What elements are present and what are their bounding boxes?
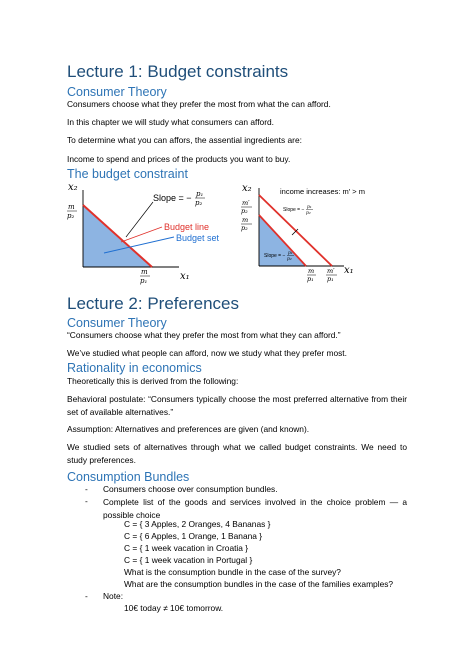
note-text: 10€ today ≠ 10€ tomorrow.: [124, 603, 224, 613]
x-intercept-denominator: p₁: [307, 275, 314, 283]
consumption-bundles-heading: Consumption Bundles: [67, 470, 190, 484]
bundle-set-4: C = { 1 week vacation in Portugal }: [124, 555, 253, 565]
upper-slope-denominator: p₂: [306, 211, 311, 216]
budget-constraint-figure: [64, 180, 240, 290]
lecture1-paragraph-3: To determine what you can affors, the assential ingredients are:: [67, 135, 302, 145]
lower-slope-label: Slope = −: [264, 253, 286, 259]
note-label: Note:: [103, 591, 124, 601]
lecture2-quote: “Consumers choose what they prefer the most from what they can afford.”: [67, 330, 341, 340]
budget-line-pointer: [121, 227, 162, 242]
lecture2-title: Lecture 2: Preferences: [67, 294, 239, 313]
budget-line-label: Budget line: [164, 222, 210, 232]
income-increase-figure: [238, 180, 368, 290]
y-intercept-numerator: m: [242, 216, 249, 224]
bundle-set-2: C = { 6 Apples, 1 Orange, 1 Banana }: [124, 531, 263, 541]
lower-slope-denominator: p₂: [287, 257, 292, 262]
assumption-paragraph: Assumption: Alternatives and preferences are given (and known).: [67, 424, 310, 434]
bullet-dash: -: [85, 591, 88, 601]
lecture2-paragraph-1: We’ve studied what people can afford, now we study what they prefer most.: [67, 348, 347, 358]
bullet-1: Consumers choose over consumption bundles.: [103, 484, 278, 494]
y-intercept-denominator: p₂: [67, 212, 75, 220]
slope-denominator: p₂: [195, 199, 203, 207]
y-intercept-new-denominator: p₂: [241, 207, 248, 215]
y-intercept-new-numerator: m′: [242, 199, 250, 207]
lecture1-paragraph-2: In this chapter we will study what consumers can afford.: [67, 117, 274, 127]
bullet-dash: -: [85, 484, 88, 494]
behavioral-postulate: Behavioral postulate: “Consumers typically choose the most preferred alternative from their set of available alternatives.”: [67, 394, 407, 417]
y-axis-label: x₂: [242, 183, 252, 194]
lecture1-subtitle: Consumer Theory: [67, 85, 167, 99]
x-intercept-denominator: p₁: [140, 277, 148, 285]
slope-label: Slope = −: [153, 193, 192, 203]
y-intercept-denominator: p₂: [241, 224, 248, 232]
lecture1-paragraph-1: Consumers choose what they prefer the most from what the can afford.: [67, 99, 331, 109]
lower-slope-numerator: p₁: [288, 251, 293, 256]
x-intercept-new-denominator: p₁: [327, 275, 334, 283]
x-intercept-numerator: m: [141, 268, 148, 276]
budget-preferences-paragraph: We studied sets of alternatives through what we called budget constraints. We need to study preferences.: [67, 442, 407, 465]
rationality-heading: Rationality in economics: [67, 361, 202, 375]
upper-slope-label: Slope = −: [283, 207, 305, 213]
x-axis-label: x₁: [344, 265, 354, 276]
x-intercept-numerator: m: [308, 267, 315, 275]
lecture2-paragraph-2: Theoretically this is derived from the following:: [67, 376, 239, 386]
y-axis-label: x₂: [68, 182, 78, 193]
lecture2-subtitle: Consumer Theory: [67, 316, 167, 330]
bundle-set-1: C = { 3 Apples, 2 Oranges, 4 Bananas }: [124, 519, 271, 529]
question-2: What are the consumption bundles in the case of the families examples?: [124, 579, 394, 589]
y-intercept-numerator: m: [68, 203, 75, 211]
upper-slope-numerator: p₁: [307, 205, 312, 210]
x-axis-label: x₁: [180, 271, 190, 282]
lecture1-title: Lecture 1: Budget constraints: [67, 62, 289, 81]
budget-constraint-heading: The budget constraint: [67, 167, 188, 181]
bundle-set-3: C = { 1 week vacation in Croatia }: [124, 543, 249, 553]
income-increase-title: income increases: m′ > m: [280, 187, 365, 196]
bullet-2: Complete list of the goods and services involved in the choice problem — a possible choice: [103, 497, 407, 520]
slope-numerator: p₁: [196, 190, 204, 198]
x-intercept-new-numerator: m′: [327, 267, 335, 275]
lecture1-paragraph-4: Income to spend and prices of the products you want to buy.: [67, 154, 291, 164]
budget-set-label: Budget set: [176, 233, 220, 243]
question-1: What is the consumption bundle in the case of the survey?: [124, 567, 341, 577]
bullet-dash: -: [85, 496, 88, 506]
